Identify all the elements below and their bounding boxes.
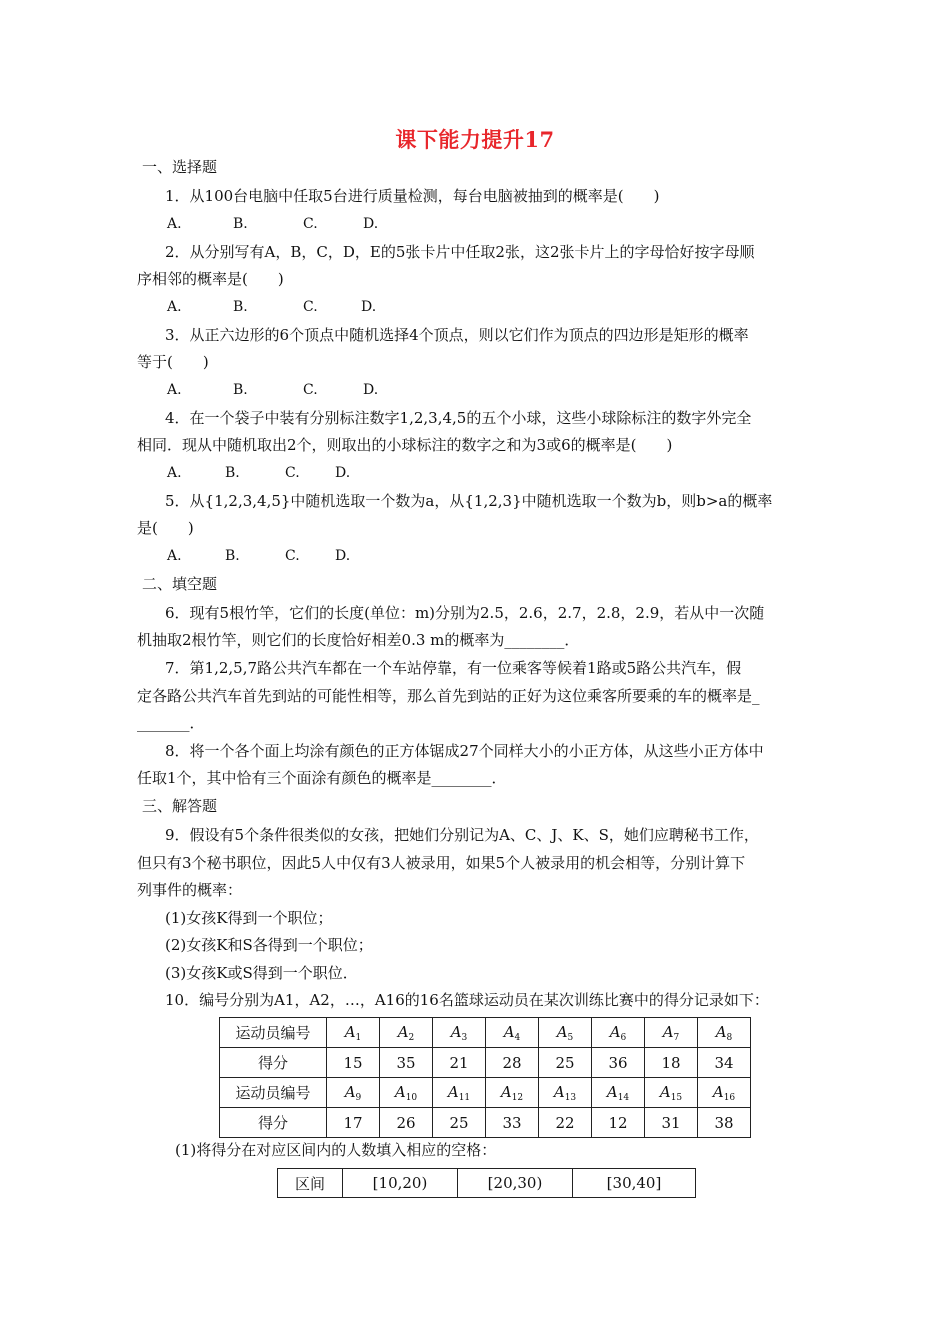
score-cell: 35 [380,1048,433,1078]
question-10-part-1: (1)将得分在对应区间内的人数填入相应的空格： [175,1141,497,1159]
question-1: 1．从100台电脑中任取5台进行质量检测，每台电脑被抽到的概率是( ) [165,187,660,205]
question-9-part-1: (1)女孩K得到一个职位； [165,909,333,927]
score-cell: 21 [433,1048,486,1078]
question-4-line-2: 相同．现从中随机取出2个，则取出的小球标注的数字之和为3或6的概率是( ) [137,436,673,454]
option-b: B. [233,299,248,315]
interval-table [277,1168,696,1198]
interval-label: 区间 [278,1169,343,1198]
section-heading-fill: 二、填空题 [142,575,218,593]
row-label-id: 运动员编号 [220,1078,327,1108]
option-a: A. [167,465,182,481]
table-row [220,1108,751,1138]
athlete-id: $A_{12}$ [486,1078,539,1108]
question-3-line-2: 等于( ) [137,353,209,371]
athlete-id: $A_{14}$ [592,1078,645,1108]
athlete-id: $A_9$ [327,1078,380,1108]
option-a: A. [167,299,182,315]
question-9-line-3: 列事件的概率： [137,881,243,899]
question-5-line-1: 5．从{1,2,3,4,5}中随机选取一个数为a，从{1,2,3}中随机选取一个数为b，则b>a的概率 [165,492,773,510]
score-cell: 22 [539,1108,592,1138]
option-d: D. [363,216,379,232]
question-3-line-1: 3．从正六边形的6个顶点中随机选择4个顶点，则以它们作为顶点的四边形是矩形的概率 [165,326,749,344]
options-q4 [167,463,350,483]
options-q2 [167,297,376,317]
question-9-part-2: (2)女孩K和S各得到一个职位； [165,936,373,954]
score-cell: 31 [645,1108,698,1138]
athlete-id: $A_{10}$ [380,1078,433,1108]
athlete-id: $A_{16}$ [698,1078,751,1108]
option-c: C. [303,216,318,232]
score-cell: 17 [327,1108,380,1138]
athlete-id: $A_4$ [486,1018,539,1048]
section-heading-choice: 一、选择题 [142,158,218,176]
option-b: B. [225,548,240,564]
score-cell: 28 [486,1048,539,1078]
score-cell: 36 [592,1048,645,1078]
interval-cell: [30,40] [573,1169,696,1198]
row-label-score: 得分 [220,1048,327,1078]
interval-cell: [10,20) [343,1169,458,1198]
question-10: 10．编号分别为A1，A2，…，A16的16名篮球运动员在某次训练比赛中的得分记录如下： [165,991,769,1009]
question-7-line-3: _______． [137,714,205,732]
option-a: A. [167,548,182,564]
score-cell: 18 [645,1048,698,1078]
athlete-id: $A_{11}$ [433,1078,486,1108]
table-row [220,1018,751,1048]
score-cell: 25 [539,1048,592,1078]
table-row [278,1169,696,1198]
score-cell: 33 [486,1108,539,1138]
option-a: A. [167,216,182,232]
question-6-line-2: 机抽取2根竹竿，则它们的长度恰好相差0.3 m的概率为________． [137,631,580,649]
athlete-id: $A_8$ [698,1018,751,1048]
options-q1 [167,214,378,234]
question-9-part-3: (3)女孩K或S得到一个职位． [165,964,358,982]
question-8-line-2: 任取1个，其中恰有三个面涂有颜色的概率是________． [137,769,507,787]
question-9-line-1: 9．假设有5个条件很类似的女孩，把她们分别记为A、C、J、K、S，她们应聘秘书工作， [165,826,759,844]
interval-cell: [20,30) [458,1169,573,1198]
score-table [219,1017,751,1138]
option-b: B. [233,216,248,232]
score-cell: 15 [327,1048,380,1078]
option-d: D. [335,465,351,481]
athlete-id: $A_{15}$ [645,1078,698,1108]
athlete-id: $A_7$ [645,1018,698,1048]
athlete-id: $A_6$ [592,1018,645,1048]
athlete-id: $A_{13}$ [539,1078,592,1108]
athlete-id: $A_3$ [433,1018,486,1048]
score-cell: 38 [698,1108,751,1138]
athlete-id: $A_5$ [539,1018,592,1048]
option-c: C. [303,299,318,315]
section-heading-answer: 三、解答题 [142,797,218,815]
question-6-line-1: 6．现有5根竹竿，它们的长度(单位：m)分别为2.5，2.6，2.7，2.8，2.9，若从中一次随 [165,604,765,622]
question-8-line-1: 8．将一个各个面上均涂有颜色的正方体锯成27个同样大小的小正方体，从这些小正方体中 [165,742,764,760]
question-7-line-2: 定各路公共汽车首先到站的可能性相等，那么首先到站的正好为这位乘客所要乘的车的概率是_ [137,687,760,705]
option-c: C. [285,465,300,481]
row-label-score: 得分 [220,1108,327,1138]
option-d: D. [361,299,377,315]
question-4-line-1: 4．在一个袋子中装有分别标注数字1,2,3,4,5的五个小球，这些小球除标注的数字外完全 [165,409,752,427]
option-d: D. [335,548,351,564]
athlete-id: $A_1$ [327,1018,380,1048]
athlete-id: $A_2$ [380,1018,433,1048]
option-c: C. [285,548,300,564]
question-2-line-1: 2．从分别写有A，B，C，D，E的5张卡片中任取2张，这2张卡片上的字母恰好按字母顺 [165,243,755,261]
option-a: A. [167,382,182,398]
options-q3 [167,380,378,400]
question-9-line-2: 但只有3个秘书职位，因此5人中仅有3人被录用，如果5个人被录用的机会相等，分别计算下 [137,854,746,872]
row-label-id: 运动员编号 [220,1018,327,1048]
question-2-line-2: 序相邻的概率是( ) [137,270,284,288]
option-b: B. [225,465,240,481]
table-row [220,1048,751,1078]
page-title: 课下能力提升17 [395,127,555,152]
option-c: C. [303,382,318,398]
score-cell: 25 [433,1108,486,1138]
question-5-line-2: 是( ) [137,519,194,537]
score-cell: 12 [592,1108,645,1138]
option-d: D. [363,382,379,398]
score-cell: 26 [380,1108,433,1138]
options-q5 [167,546,350,566]
option-b: B. [233,382,248,398]
table-row [220,1078,751,1108]
score-cell: 34 [698,1048,751,1078]
question-7-line-1: 7．第1,2,5,7路公共汽车都在一个车站停靠，有一位乘客等候着1路或5路公共汽车，假 [165,659,742,677]
